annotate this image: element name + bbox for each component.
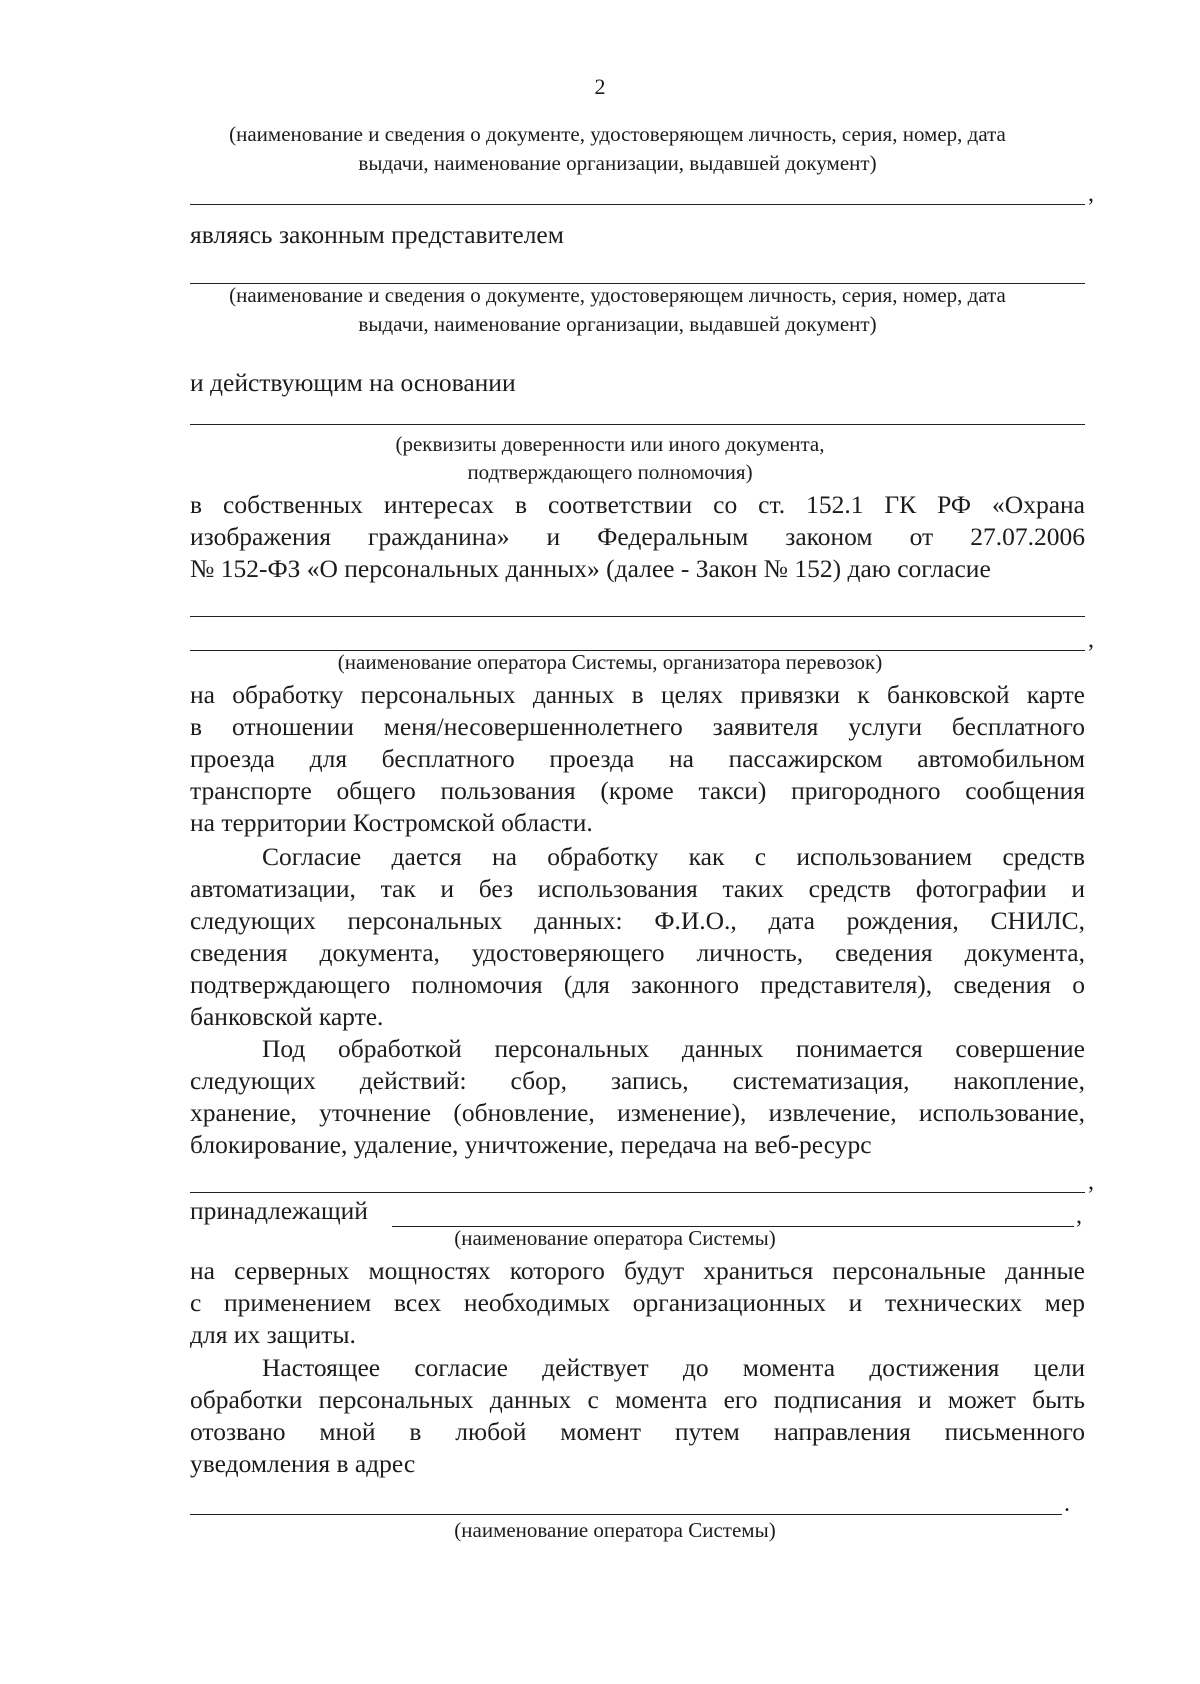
scope-line-3: следующих персональных данных: Ф.И.О., дата рождения, СНИЛС, bbox=[190, 906, 1085, 935]
validity-line-1: Настоящее согласие действует до момента достижения цели bbox=[262, 1353, 1085, 1382]
purpose-line-4: транспорте общего пользования (кроме такси) пригородного сообщения bbox=[190, 776, 1085, 805]
identity-caption-line-2: выдачи, наименование организации, выдавшей документ) bbox=[358, 151, 877, 175]
validity-line-2: обработки персональных данных с момента его подписания и может быть bbox=[190, 1385, 1085, 1414]
consent-intro-line-3: № 152-ФЗ «О персональных данных» (далее - Закон № 152) даю согласие bbox=[190, 554, 991, 583]
validity-line-3: отозвано мной в любой момент путем направления письменного bbox=[190, 1417, 1085, 1446]
page-number: 2 bbox=[594, 74, 606, 99]
fill-line bbox=[190, 1192, 1085, 1193]
poa-caption-line-1: (реквизиты доверенности или иного документа, bbox=[395, 432, 825, 456]
purpose-line-2: в отношении меня/несовершеннолетнего заявителя услуги бесплатного bbox=[190, 712, 1085, 741]
storage-line-2: с применением всех необходимых организационных и технических мер bbox=[190, 1288, 1085, 1317]
scope-line-2: автоматизации, так и без использования таких средств фотографии и bbox=[190, 874, 1085, 903]
fill-line bbox=[190, 1514, 1062, 1515]
comma: , bbox=[1088, 627, 1094, 653]
processing-line-1: Под обработкой персональных данных понимается совершение bbox=[262, 1034, 1085, 1063]
poa-caption-line-2: подтверждающего полномочия) bbox=[467, 460, 753, 484]
belonging-label: принадлежащий bbox=[190, 1196, 368, 1225]
identity-caption-line-2: выдачи, наименование организации, выдавшей документ) bbox=[358, 312, 877, 336]
period: . bbox=[1064, 1491, 1070, 1517]
processing-line-3: хранение, уточнение (обновление, изменение), извлечение, использование, bbox=[190, 1098, 1085, 1127]
scope-line-4: сведения документа, удостоверяющего личность, сведения документа, bbox=[190, 938, 1085, 967]
processing-line-2: следующих действий: сбор, запись, систематизация, накопление, bbox=[190, 1066, 1085, 1095]
comma: , bbox=[1088, 1169, 1094, 1195]
processing-line-4: блокирование, удаление, уничтожение, передача на веб-ресурс bbox=[190, 1130, 872, 1159]
consent-intro-line-1: в собственных интересах в соответствии со ст. 152.1 ГК РФ «Охрана bbox=[190, 490, 1085, 519]
scope-line-6: банковской карте. bbox=[190, 1002, 384, 1031]
storage-line-1: на серверных мощностях которого будут храниться персональные данные bbox=[190, 1256, 1085, 1285]
scope-line-1: Согласие дается на обработку как с использованием средств bbox=[262, 842, 1085, 871]
fill-line bbox=[190, 424, 1085, 425]
operator-organizer-caption: (наименование оператора Системы, организатора перевозок) bbox=[337, 650, 883, 674]
identity-caption-line-1: (наименование и сведения о документе, удостоверяющем личность, серия, номер, дата bbox=[229, 283, 1006, 307]
fill-line bbox=[190, 204, 1085, 205]
operator-final-caption: (наименование оператора Системы) bbox=[454, 1518, 776, 1542]
comma: , bbox=[1088, 181, 1094, 207]
identity-caption-line-1: (наименование и сведения о документе, удостоверяющем личность, серия, номер, дата bbox=[229, 122, 1006, 146]
fill-line bbox=[190, 616, 1085, 617]
purpose-line-5: на территории Костромской области. bbox=[190, 808, 593, 837]
storage-line-3: для их защиты. bbox=[190, 1320, 356, 1349]
legal-rep-label: являясь законным представителем bbox=[190, 220, 564, 249]
scope-line-5: подтверждающего полномочия (для законного представителя), сведения о bbox=[190, 970, 1085, 999]
comma: , bbox=[1076, 1203, 1082, 1229]
purpose-line-1: на обработку персональных данных в целях привязки к банковской карте bbox=[190, 680, 1085, 709]
acting-label: и действующим на основании bbox=[190, 368, 516, 397]
validity-line-4: уведомления в адрес bbox=[190, 1449, 416, 1478]
purpose-line-3: проезда для бесплатного проезда на пассажирском автомобильном bbox=[190, 744, 1085, 773]
consent-intro-line-2: изображения гражданина» и Федеральным законом от 27.07.2006 bbox=[190, 522, 1085, 551]
operator-caption: (наименование оператора Системы) bbox=[454, 1226, 776, 1250]
